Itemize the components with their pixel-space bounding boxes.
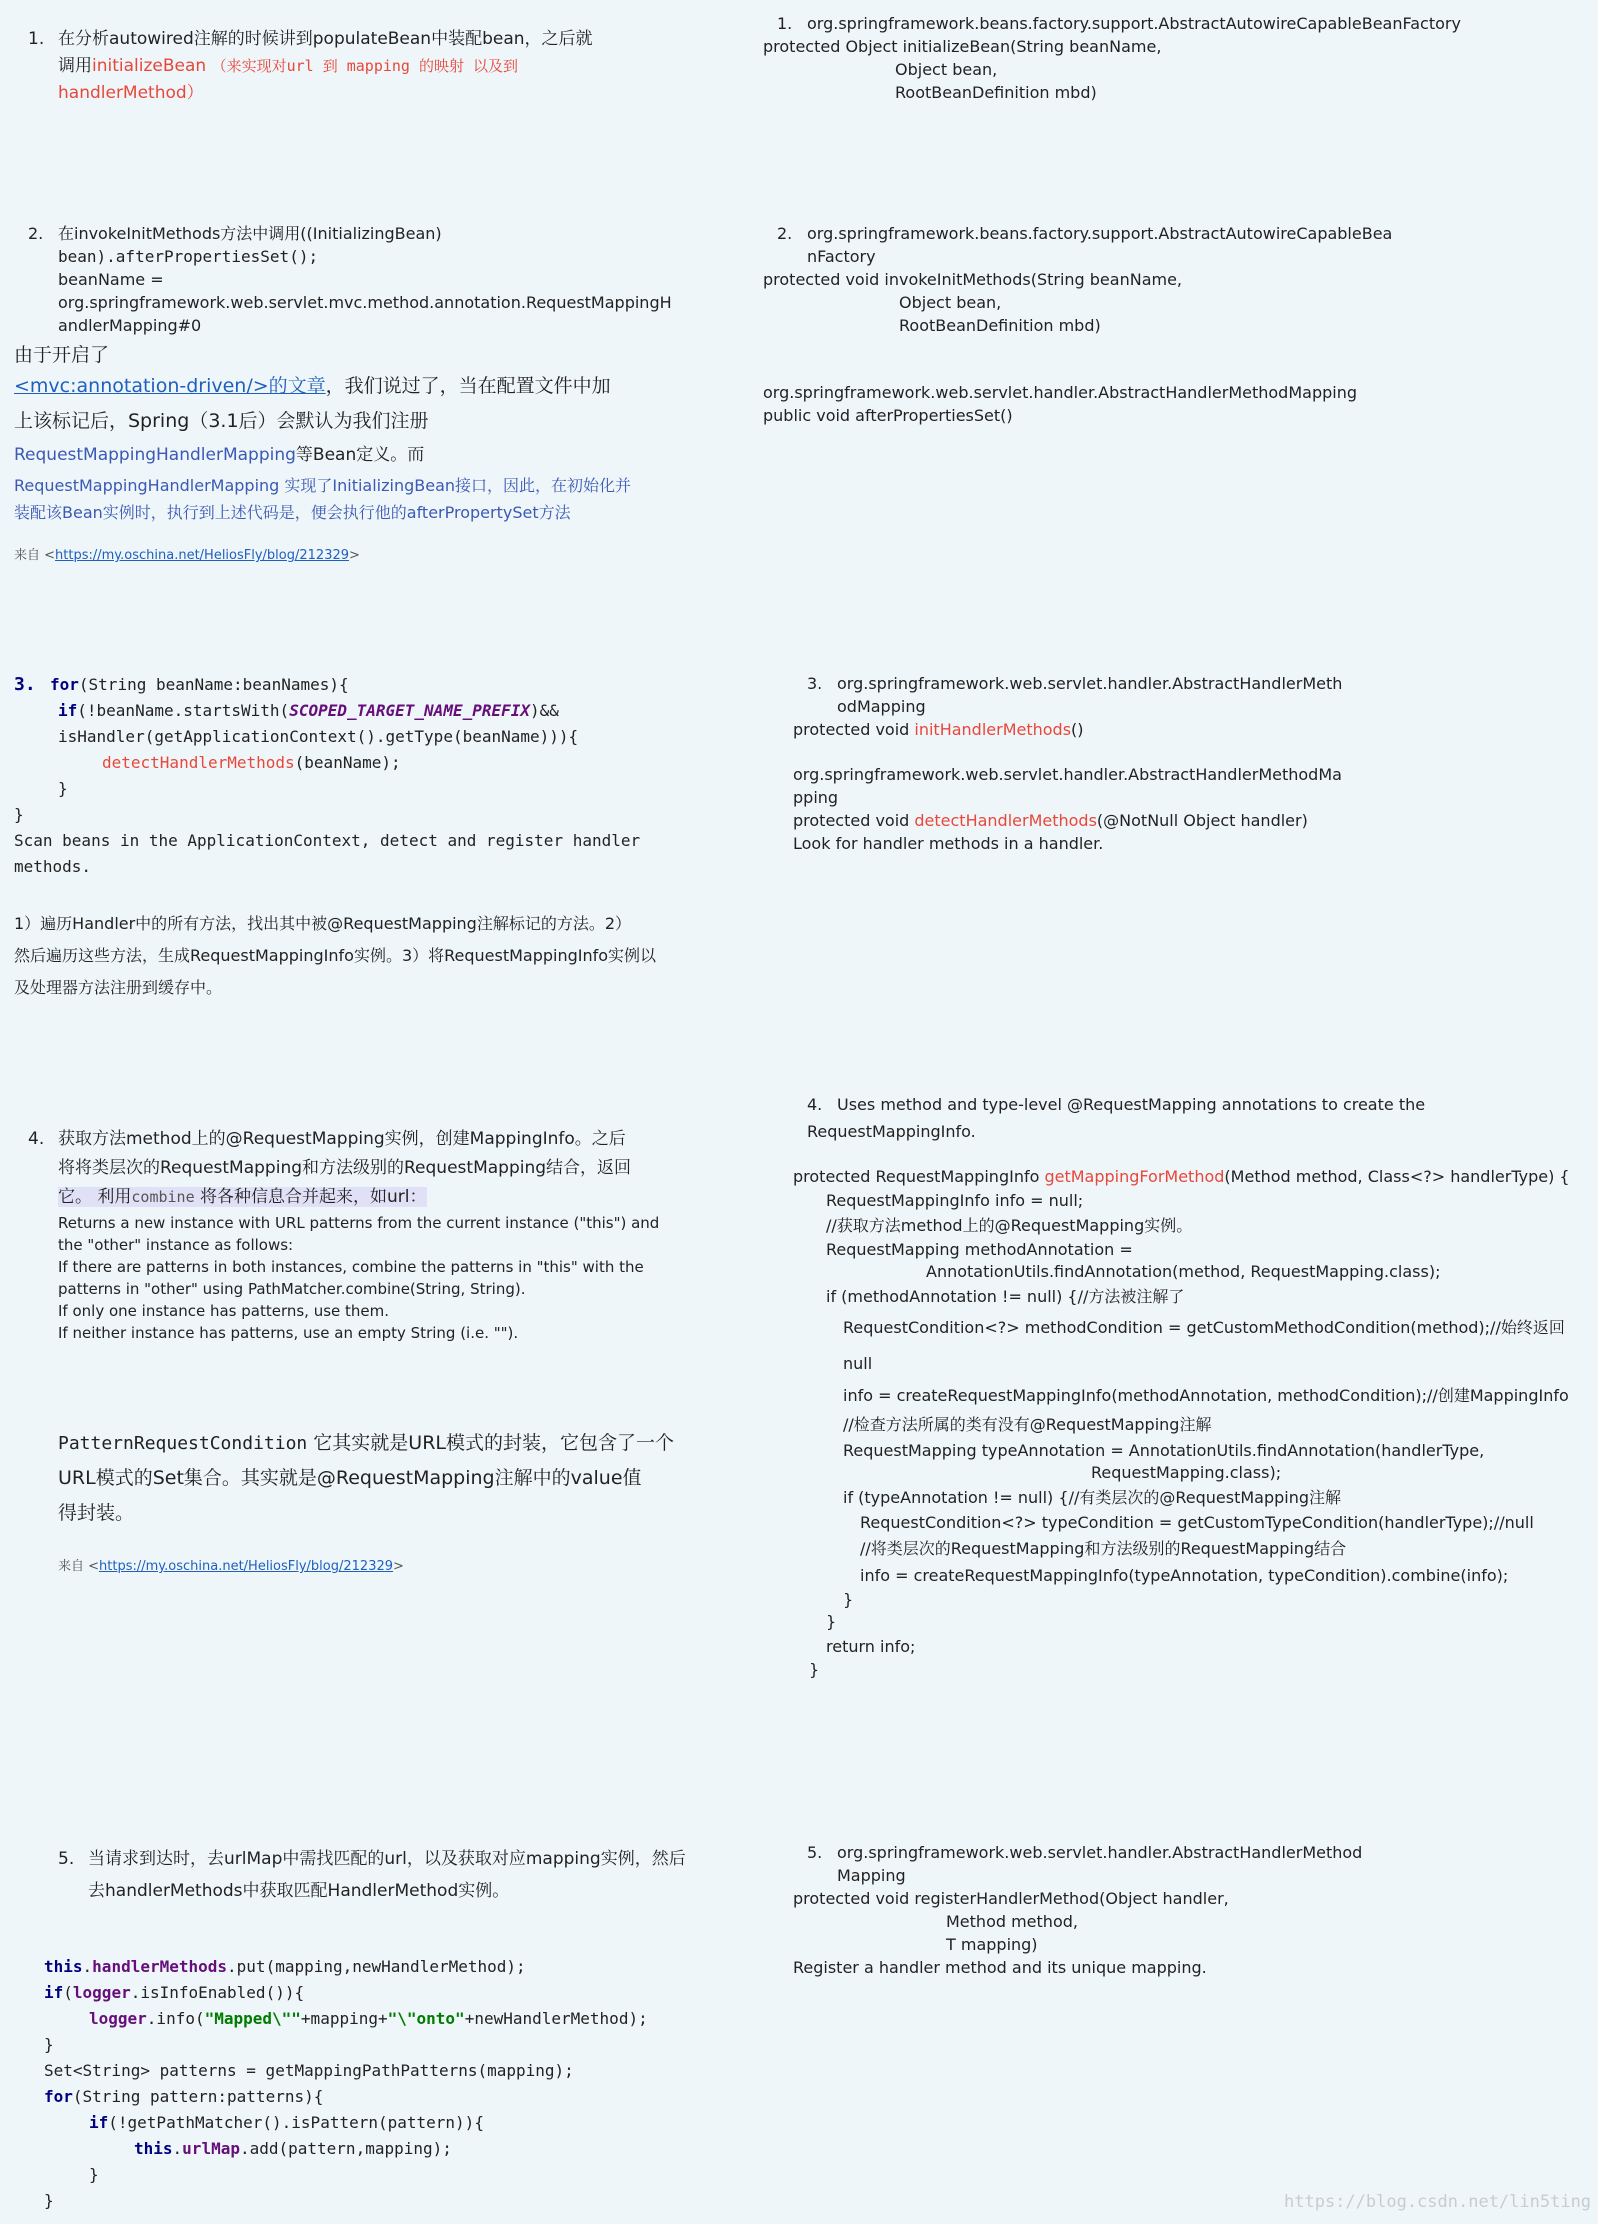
source-prefix: 来自 < xyxy=(14,548,56,563)
method-description: Register a handler method and its unique mapping. xyxy=(793,1958,1207,1977)
section-2-note xyxy=(28,222,708,337)
code-text: } xyxy=(89,2165,99,2184)
code-text: (!beanName.startsWith( xyxy=(77,701,290,720)
section-1-note xyxy=(28,26,708,107)
section-2-signature xyxy=(763,222,1583,427)
code-text: (beanName); xyxy=(294,753,401,772)
step-number: 4. xyxy=(28,1129,45,1149)
method-param: Method method, xyxy=(946,1912,1078,1931)
code-text: )&& xyxy=(530,701,559,720)
class-name: org.springframework.web.servlet.handler.AbstractHandlerMethodMa xyxy=(793,765,1342,784)
source-suffix: > xyxy=(349,548,360,563)
method-params: () xyxy=(1071,720,1084,739)
code-text: info = createRequestMappingInfo(typeAnnotation, typeCondition).combine(info); xyxy=(860,1566,1509,1585)
section-5-code xyxy=(44,1954,734,2214)
method-modifier: protected void xyxy=(793,811,915,830)
code-text: info = createRequestMappingInfo(methodAnnotation, methodCondition);//创建MappingInfo xyxy=(843,1386,1569,1405)
method-signature: protected void registerHandlerMethod(Object handler, xyxy=(793,1889,1229,1908)
note-text: 获取方法method上的@RequestMapping实例，创建MappingInfo。之后 xyxy=(58,1129,626,1149)
code-text: } xyxy=(58,779,68,798)
keyword: if xyxy=(89,2113,109,2132)
code-text: if (typeAnnotation != null) {//有类层次的@RequestMapping注解 xyxy=(843,1488,1342,1507)
code-text: bean).afterPropertiesSet(); xyxy=(58,247,319,266)
method-name: detectHandlerMethods xyxy=(102,753,295,772)
field-name: logger xyxy=(89,2009,147,2028)
section-4-code xyxy=(793,1091,1593,1680)
note-text: 及处理器方法注册到缓存中。 xyxy=(14,978,223,997)
code-text: .isInfoEnabled()){ xyxy=(130,1983,305,2002)
method-param: RootBeanDefinition mbd) xyxy=(895,83,1097,102)
code-text: +newHandlerMethod); xyxy=(464,2009,648,2028)
note-text: RequestMappingHandlerMapping 实现了InitializingBean接口，因此，在初始化并 xyxy=(14,476,632,495)
code-text: Set<String> patterns = getMappingPathPatterns(mapping); xyxy=(44,2061,574,2080)
class-name: RequestMappingHandlerMapping xyxy=(14,445,296,465)
note-text: andlerMapping#0 xyxy=(58,316,202,335)
note-text: 将将类层次的RequestMapping和方法级别的RequestMapping结合，返回 xyxy=(58,1158,632,1178)
note-text: 1）遍历Handler中的所有方法，找出其中被@RequestMapping注解标记的方法。2） xyxy=(14,914,632,933)
class-name: odMapping xyxy=(837,697,926,716)
code-text: . xyxy=(82,1957,93,1976)
article-link[interactable]: <mvc:annotation-driven/>的文章 xyxy=(14,375,326,397)
class-name: Mapping xyxy=(837,1866,906,1885)
code-text: RequestMappingInfo info = null; xyxy=(826,1191,1084,1210)
class-name: nFactory xyxy=(807,247,876,266)
code-text: RequestMapping methodAnnotation = xyxy=(826,1240,1133,1259)
class-name: PatternRequestCondition xyxy=(58,1433,308,1454)
code-text: } xyxy=(843,1590,854,1609)
note-text: 上该标记后，Spring（3.1后）会默认为我们注册 xyxy=(14,410,429,432)
note-text: 去handlerMethods中获取匹配HandlerMethod实例。 xyxy=(88,1881,510,1901)
step-number: 3. xyxy=(807,674,823,693)
code-text: .info( xyxy=(146,2009,205,2028)
code-text: RequestCondition<?> methodCondition = getCustomMethodCondition(method);//始终返回null xyxy=(843,1318,1565,1373)
note-text: ，我们说过了，当在配置文件中加 xyxy=(325,375,611,397)
note-text: 等Bean定义。而 xyxy=(295,445,425,465)
section-1-signature xyxy=(763,12,1583,104)
class-name: pping xyxy=(793,788,839,807)
method-param: RootBeanDefinition mbd) xyxy=(899,316,1101,335)
note-text: 它。 利用 xyxy=(58,1187,132,1207)
method-name: initializeBean xyxy=(92,56,207,76)
string-literal: "Mapped\"" xyxy=(204,2009,301,2028)
keyword: for xyxy=(44,2087,73,2106)
string-literal: "\"onto" xyxy=(387,2009,465,2028)
note-text: 它其实就是URL模式的封装，它包含了一个 xyxy=(307,1432,674,1454)
code-comment: //检查方法所属的类有没有@RequestMapping注解 xyxy=(843,1415,1212,1434)
code-text: .put(mapping,newHandlerMethod); xyxy=(227,1957,526,1976)
doc-text: If only one instance has patterns, use them. xyxy=(58,1302,390,1320)
section-3-code xyxy=(14,672,714,880)
code-text: AnnotationUtils.findAnnotation(method, RequestMapping.class); xyxy=(926,1262,1441,1281)
source-link[interactable]: https://my.oschina.net/HeliosFly/blog/212329 xyxy=(55,548,350,563)
code-text: combine xyxy=(131,1188,195,1206)
code-text: if (methodAnnotation != null) {//方法被注解了 xyxy=(826,1287,1185,1306)
section-5-note xyxy=(58,1843,728,1907)
note-text: beanName = xyxy=(58,270,164,289)
method-signature: protected void invokeInitMethods(String beanName, xyxy=(763,270,1183,289)
field-name: logger xyxy=(72,1983,131,2002)
method-param: Object bean, xyxy=(895,60,998,79)
code-text: +mapping+ xyxy=(300,2009,388,2028)
code-text: protected RequestMappingInfo xyxy=(793,1167,1045,1186)
method-name: getMappingForMethod xyxy=(1044,1167,1225,1186)
field-name: urlMap xyxy=(182,2139,240,2158)
note-text: 当请求到达时，去urlMap中需找匹配的url，以及获取对应mapping实例，然后 xyxy=(88,1849,686,1869)
note-text: 调用 xyxy=(58,56,92,76)
note-text: （来实现对url 到 mapping 的映射 以及到 xyxy=(211,57,519,75)
note-text: handlerMethod） xyxy=(58,83,204,103)
code-comment: methods. xyxy=(14,857,92,876)
code-text: (String beanName:beanNames){ xyxy=(78,675,349,694)
method-params: (@NotNull Object handler) xyxy=(1096,811,1308,830)
watermark: https://blog.csdn.net/lin5ting xyxy=(1284,2192,1592,2212)
class-name: org.springframework.web.servlet.handler.AbstractHandlerMeth xyxy=(837,674,1343,693)
step-number: 4. xyxy=(807,1095,823,1114)
class-name: org.springframework.web.servlet.handler.AbstractHandlerMethod xyxy=(837,1843,1363,1862)
method-name: detectHandlerMethods xyxy=(914,811,1097,830)
code-text: RequestMapping typeAnnotation = AnnotationUtils.findAnnotation(handlerType, xyxy=(843,1441,1485,1460)
note-text: org.springframework.web.servlet.mvc.method.annotation.RequestMappingH xyxy=(58,293,672,312)
note-text: 装配该Bean实例时，执行到上述代码是，便会执行他的afterPropertySet方法 xyxy=(14,503,571,522)
note-text: URL模式的Set集合。其实就是@RequestMapping注解中的value值 xyxy=(58,1467,642,1489)
section-3-signature xyxy=(793,672,1583,855)
keyword: this xyxy=(134,2139,173,2158)
source-prefix: 来自 < xyxy=(58,1559,100,1574)
source-link[interactable]: https://my.oschina.net/HeliosFly/blog/212329 xyxy=(99,1559,394,1574)
code-text: . xyxy=(172,2139,183,2158)
step-number: 1. xyxy=(777,14,793,33)
doc-text: Returns a new instance with URL patterns from the current instance ("this") and xyxy=(58,1214,660,1232)
method-description: Uses method and type-level @RequestMapping annotations to create the RequestMappingInfo. xyxy=(807,1095,1426,1141)
keyword: for xyxy=(50,675,79,694)
note-text: 由于开启了 xyxy=(14,344,110,366)
step-number: 3. xyxy=(14,674,36,695)
code-text: RequestMapping.class); xyxy=(1091,1463,1282,1482)
class-name: org.springframework.beans.factory.support.AbstractAutowireCapableBea xyxy=(807,224,1393,243)
note-text: 在invokeInitMethods方法中调用((InitializingBean) xyxy=(58,224,442,243)
code-text: } xyxy=(14,805,24,824)
note-text: 将各种信息合并起来，如url： xyxy=(194,1187,427,1207)
code-text: return info; xyxy=(826,1637,916,1656)
code-text: } xyxy=(44,2035,54,2054)
code-text: (!getPathMatcher().isPattern(pattern)){ xyxy=(108,2113,484,2132)
step-number: 5. xyxy=(807,1843,823,1862)
code-text: .add(pattern,mapping); xyxy=(239,2139,452,2158)
method-param: Object bean, xyxy=(899,293,1002,312)
doc-text: If there are patterns in both instances, combine the patterns in "this" with the xyxy=(58,1258,644,1276)
step-number: 1. xyxy=(28,29,45,49)
keyword: if xyxy=(44,1983,64,2002)
doc-text: If neither instance has patterns, use an empty String (i.e. ""). xyxy=(58,1324,519,1342)
code-text: } xyxy=(809,1660,820,1679)
code-text: RequestCondition<?> typeCondition = getCustomTypeCondition(handlerType);//null xyxy=(860,1513,1534,1532)
method-signature: protected Object initializeBean(String beanName, xyxy=(763,37,1162,56)
code-comment: //将类层次的RequestMapping和方法级别的RequestMapping结合 xyxy=(860,1539,1347,1558)
class-name: org.springframework.web.servlet.handler.AbstractHandlerMethodMapping xyxy=(763,383,1357,402)
section-5-signature xyxy=(793,1841,1583,1979)
code-text: (String pattern:patterns){ xyxy=(72,2087,324,2106)
method-name: initHandlerMethods xyxy=(914,720,1072,739)
code-text: } xyxy=(826,1612,837,1631)
doc-text: the "other" instance as follows: xyxy=(58,1236,294,1254)
code-comment: Scan beans in the ApplicationContext, detect and register handler xyxy=(14,831,641,850)
method-signature: public void afterPropertiesSet() xyxy=(763,406,1013,425)
keyword: this xyxy=(44,1957,83,1976)
constant: SCOPED_TARGET_NAME_PREFIX xyxy=(289,701,531,720)
section-2-explanation xyxy=(14,341,714,563)
code-text: ( xyxy=(63,1983,73,2002)
code-text: } xyxy=(44,2191,54,2210)
source-suffix: > xyxy=(393,1559,404,1574)
section-3-note xyxy=(14,908,714,1004)
step-number: 2. xyxy=(777,224,793,243)
section-4-note xyxy=(28,1125,718,1344)
note-text: 在分析autowired注解的时候讲到populateBean中装配bean，之后就 xyxy=(58,29,593,49)
code-text: (Method method, Class<?> handlerType) { xyxy=(1224,1167,1570,1186)
method-param: T mapping) xyxy=(946,1935,1038,1954)
note-text: 然后遍历这些方法，生成RequestMappingInfo实例。3）将RequestMappingInfo实例以 xyxy=(14,946,657,965)
note-text: 得封装。 xyxy=(58,1502,135,1524)
code-comment: //获取方法method上的@RequestMapping实例。 xyxy=(826,1216,1193,1235)
method-description: Look for handler methods in a handler. xyxy=(793,834,1104,853)
step-number: 2. xyxy=(28,224,44,243)
step-number: 5. xyxy=(58,1849,75,1869)
section-4-explanation xyxy=(58,1426,718,1574)
class-name: org.springframework.beans.factory.support.AbstractAutowireCapableBeanFactory xyxy=(807,14,1461,33)
method-modifier: protected void xyxy=(793,720,915,739)
field-name: handlerMethods xyxy=(92,1957,228,1976)
doc-text: patterns in "other" using PathMatcher.combine(String, String). xyxy=(58,1280,526,1298)
code-text: isHandler(getApplicationContext().getType(beanName))){ xyxy=(58,727,579,746)
keyword: if xyxy=(58,701,78,720)
